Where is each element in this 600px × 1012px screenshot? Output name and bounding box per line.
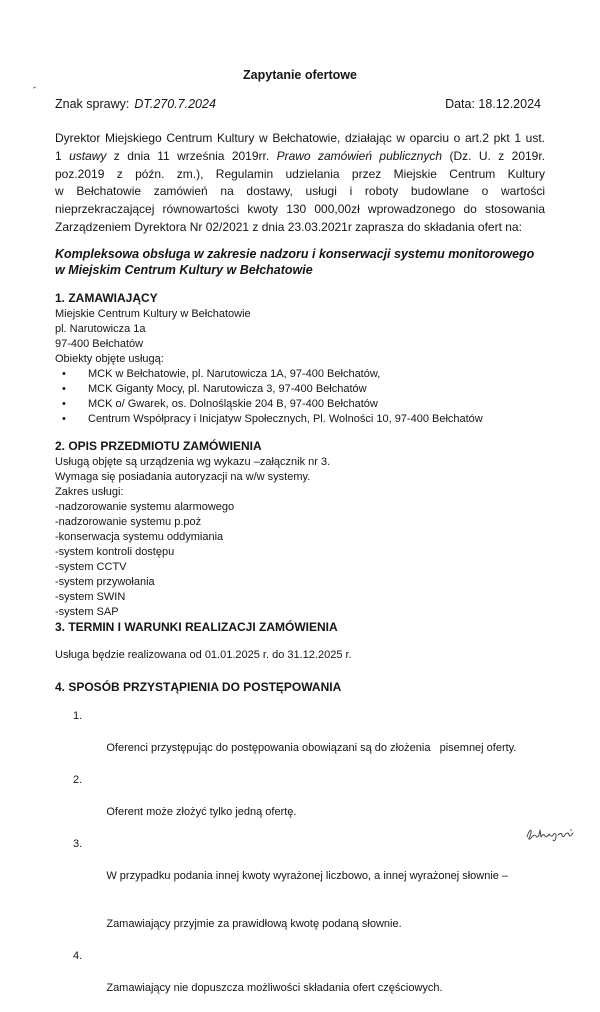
intro-line: nieprzekraczającej równowartości kwoty 130 000,00zł wprowadzonego do stosowania [55,202,545,217]
list-item [55,382,535,397]
bullet-icon: • [62,367,66,380]
list-item-text: MCK Giganty Mocy, pl. Narutowicza 3, 97-400 Bełchatów [88,382,367,395]
terms-text: Usługa będzie realizowana od 01.01.2025 r. do 31.12.2025 r. [55,648,352,661]
list-item [55,367,535,382]
intro-line [55,148,545,166]
numbered-item [55,948,535,1012]
ordering-party-details [55,307,535,428]
item-text: Zamawiający przyjmie za prawidłową kwotę podaną słownie. [106,918,402,930]
handwritten-signature [524,824,576,846]
scope-item: -system SWIN [55,590,126,603]
detail-line: pl. Narutowicza 1a [55,322,146,335]
section-heading-subject: 2. OPIS PRZEDMIOTU ZAMÓWIENIA [55,439,262,453]
list-item [55,412,535,427]
case-number: DT.270.7.2024 [134,97,216,111]
numbered-item [55,836,535,900]
subject-description [55,455,535,620]
document-title: Zapytanie ofertowe [243,68,357,82]
scope-item: -system CCTV [55,560,127,573]
subject-line: Kompleksowa obsługa w zakresie nadzoru i konserwacji systemu monitorowego [55,247,535,261]
intro-line: poz.2019 z późn. zm.), Regulamin udzielania przez Miejskie Centrum Kultury [55,166,545,181]
intro-line: Zarządzeniem Dyrektora Nr 02/2021 z dnia 23.03.2021r zaprasza do składania ofert na: [55,219,522,234]
item-number: 1. [73,710,83,722]
section-heading-procedure: 4. SPOSÓB PRZYSTĄPIENIA DO POSTĘPOWANIA [55,680,342,694]
document-date: Data: 18.12.2024 [445,97,541,111]
intro-line: Dyrektor Miejskiego Centrum Kultury w Bełchatowie, działając w oparciu o art.2 pkt 1 ust. [55,131,545,145]
bullet-icon: • [62,413,66,426]
scope-item: -konserwacja systemu oddymiania [55,530,224,543]
intro-segment: (Dz. U. z 2019r. [442,148,546,163]
bullet-icon: • [62,382,66,395]
item-number: 4. [73,950,83,962]
numbered-item-continuation [55,900,535,948]
intro-segment: z dnia 11 września 2019rr. [106,148,277,163]
list-item-text: MCK w Bełchatowie, pl. Narutowicza 1A, 97-400 Bełchatów, [88,367,381,380]
description-line: Zakres usługi: [55,485,124,498]
scope-item: -system przywołania [55,575,155,588]
scope-item: -nadzorowanie systemu alarmowego [55,500,235,513]
detail-line: Obiekty objęte usługą: [55,352,164,365]
procedure-list [55,708,535,1012]
item-text: W przypadku podania innej kwoty wyrażonej liczbowo, a innej wyrażonej słownie – [106,870,509,882]
scope-item: -system SAP [55,605,119,618]
description-line: Wymaga się posiadania autoryzacji na w/w systemy. [55,470,311,483]
description-line: Usługą objęte są urządzenia wg wykazu –załącznik nr 3. [55,455,331,468]
item-number: 3. [73,838,83,850]
numbered-item [55,708,535,772]
section-heading-ordering-party: 1. ZAMAWIAJĄCY [55,291,158,305]
list-item-text: MCK o/ Gwarek, os. Dolnośląskie 204 B, 97-400 Bełchatów [88,398,378,411]
detail-line: 97-400 Bełchatów [55,337,144,350]
case-label: Znak sprawy: [55,97,130,111]
bullet-icon: • [62,398,66,411]
intro-segment-italic: Prawo zamówień publicznych [276,148,443,163]
detail-line: Miejskie Centrum Kultury w Bełchatowie [55,307,251,320]
numbered-item [55,772,535,836]
item-number: 2. [73,774,83,786]
intro-paragraph [55,130,545,237]
order-subject [55,246,550,278]
scope-item: -nadzorowanie systemu p.poż [55,515,202,528]
section-heading-terms: 3. TERMIN I WARUNKI REALIZACJI ZAMÓWIENIA [55,620,338,634]
item-text: Oferent może złożyć tylko jedną ofertę. [106,806,297,818]
scan-mark [33,86,36,88]
intro-segment: 1 [55,148,70,163]
item-text: Zamawiający nie dopuszcza możliwości składania ofert częściowych. [106,982,443,994]
intro-segment-italic: ustawy [69,148,107,163]
case-reference [55,96,216,112]
list-item [55,397,535,412]
item-text: Oferenci przystępując do postępowania obowiązani są do złożenia pisemnej oferty. [106,742,517,754]
scope-item: -system kontroli dostępu [55,545,175,558]
subject-line: w Miejskim Centrum Kultury w Bełchatowie [55,263,313,277]
intro-line: w Bełchatowie zamówień na dostawy, usługi i roboty budowlane o wartości [55,184,545,199]
list-item-text: Centrum Współpracy i Inicjatyw Społecznych, Pl. Wolności 10, 97-400 Bełchatów [88,413,483,426]
